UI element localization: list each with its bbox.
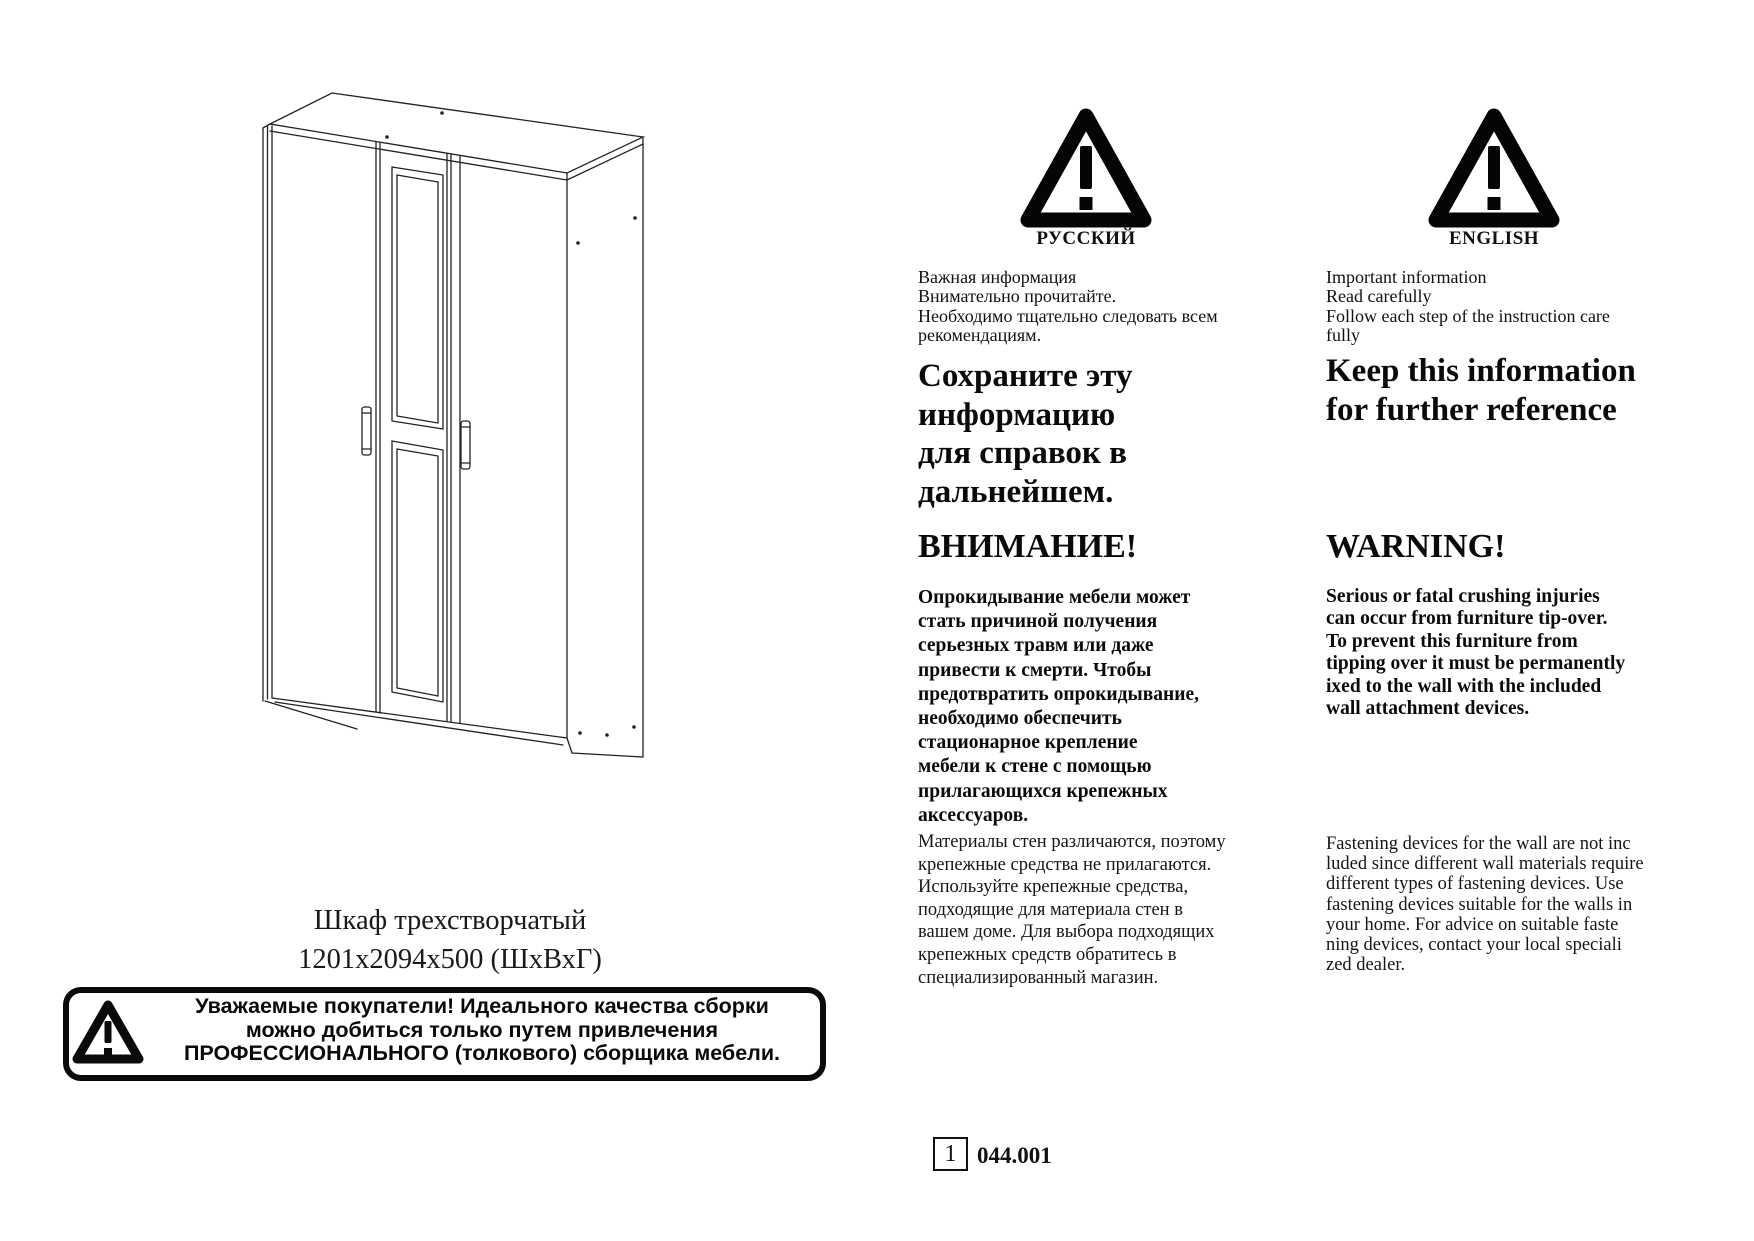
text-line: Используйте крепежные средства, — [918, 877, 1189, 898]
wardrobe-top-face — [270, 93, 643, 173]
heading-line: для справок в — [918, 435, 1128, 472]
warning-triangle-icon — [70, 997, 146, 1067]
text-line: подходящие для материала стен в — [918, 899, 1183, 920]
text-line: серьезных травм или даже — [918, 635, 1154, 657]
russian-warning-paragraph — [918, 586, 1318, 828]
text-line: wall attachment devices. — [1326, 698, 1530, 720]
text-line: fastening devices suitable for the walls in — [1326, 894, 1633, 915]
text-line: ixed to the wall with the included — [1326, 675, 1602, 697]
heading-line: for further reference — [1326, 391, 1617, 428]
text-line: крепежных средств обратитесь в — [918, 944, 1177, 965]
text-line: Важная информация — [918, 267, 1077, 287]
notice-line: ПРОФЕССИОНАЛЬНОГО (толкового) сборщика мебели. — [183, 1041, 781, 1066]
text-line: zed dealer. — [1326, 955, 1406, 976]
hole-marks — [385, 111, 637, 737]
product-title: Шкаф трехстворчатый — [313, 905, 587, 936]
warning-triangle-icon — [1424, 103, 1564, 233]
english-warning-paragraph — [1326, 586, 1726, 720]
wardrobe-drawing — [253, 80, 655, 780]
english-fastening-paragraph — [1326, 834, 1726, 975]
text-line: аксессуаров. — [918, 804, 1029, 826]
text-line: ning devices, contact your local speciali — [1326, 935, 1622, 956]
text-line: Fastening devices for the wall are not inc — [1326, 834, 1631, 854]
text-line: предотвратить опрокидывание, — [918, 683, 1200, 705]
text-line: специализированный магазин. — [918, 967, 1159, 988]
russian-intro — [918, 268, 1318, 346]
center-door-lower-panel — [392, 441, 443, 702]
document-code: 044.001 — [977, 1143, 1052, 1168]
notice-line: можно добиться только путем привлечения — [245, 1017, 719, 1042]
language-label-russian: РУССКИЙ — [1036, 228, 1136, 249]
russian-fastening-paragraph — [918, 831, 1318, 989]
text-line: прилагающихся крепежных — [918, 780, 1168, 802]
product-title-block — [249, 902, 651, 979]
english-warning-title: WARNING! — [1326, 528, 1506, 565]
product-dimensions: 1201x2094x500 (ШхВхГ) — [298, 943, 602, 975]
text-line: different types of fastening devices. Use — [1326, 874, 1624, 895]
text-line: вашем доме. Для выбора подходящих — [918, 922, 1215, 943]
text-line: your home. For advice on suitable faste — [1326, 914, 1619, 935]
russian-keep-heading — [918, 357, 1318, 512]
page-number-box — [933, 1137, 968, 1171]
text-line: Необходимо тщательно следовать всем — [918, 305, 1218, 326]
text-line: Опрокидывание мебели может — [918, 587, 1191, 608]
english-intro — [1326, 268, 1726, 346]
language-label-english: ENGLISH — [1448, 228, 1540, 249]
door-handle-right — [461, 421, 470, 469]
text-line: стать причиной получения — [918, 611, 1158, 633]
warning-triangle-icon — [1016, 103, 1156, 233]
text-line: Important information — [1326, 267, 1487, 287]
english-keep-heading — [1326, 352, 1726, 429]
text-line: стационарное крепление — [918, 732, 1138, 754]
assembly-notice-text — [146, 995, 818, 1066]
text-line: can occur from furniture tip-over. — [1326, 608, 1608, 630]
text-line: необходимо обеспечить — [918, 708, 1122, 730]
door-handle-left — [362, 407, 371, 455]
text-line: Follow each step of the instruction care — [1326, 305, 1610, 326]
heading-line: дальнейшем. — [918, 474, 1114, 511]
text-line: fully — [1326, 325, 1360, 346]
text-line: Read carefully — [1326, 286, 1432, 307]
russian-warning-title: ВНИМАНИЕ! — [918, 528, 1138, 565]
text-line: Материалы стен различаются, поэтому — [918, 832, 1226, 852]
text-line: To prevent this furniture from — [1326, 630, 1578, 652]
text-line: luded since different wall materials require — [1326, 854, 1644, 875]
text-line: привести к смерти. Чтобы — [918, 659, 1152, 681]
text-line: рекомендациям. — [918, 325, 1042, 346]
text-line: мебели к стене с помощью — [918, 756, 1152, 778]
page-number: 1 — [944, 1141, 957, 1167]
heading-line: информацию — [918, 396, 1116, 433]
text-line: Внимательно прочитайте. — [918, 286, 1117, 307]
text-line: Serious or fatal crushing injuries — [1326, 586, 1600, 607]
center-door-upper-panel — [392, 167, 443, 429]
notice-line: Уважаемые покупатели! Идеального качества сборки — [195, 994, 769, 1018]
text-line: крепежные средства не прилагаются. — [918, 854, 1212, 875]
heading-line: Keep this information — [1326, 353, 1636, 389]
text-line: tipping over it must be permanently — [1326, 653, 1626, 675]
heading-line: Сохраните эту — [918, 358, 1133, 394]
